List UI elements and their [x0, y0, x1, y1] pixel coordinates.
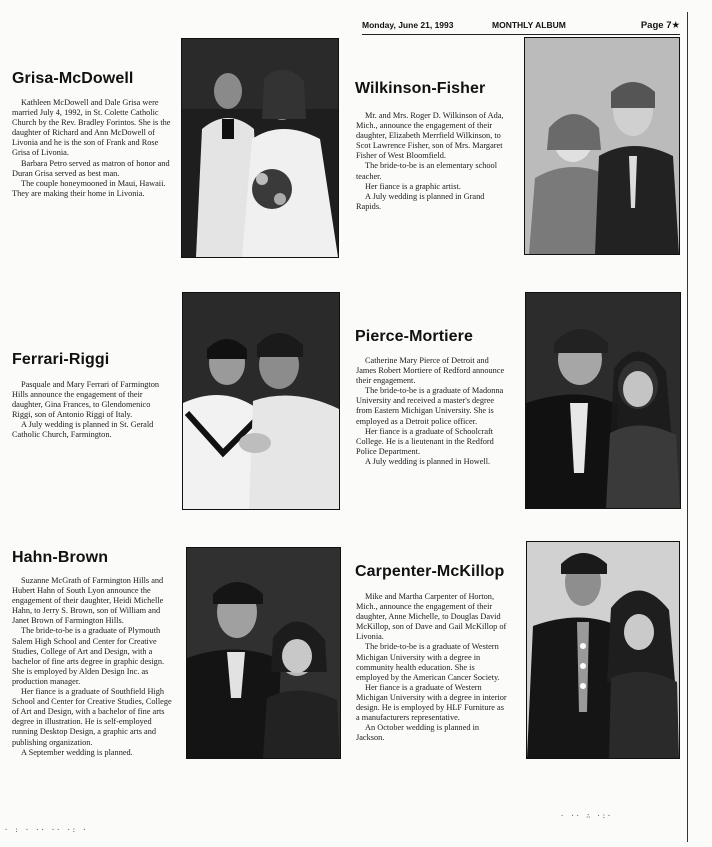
paragraph: Her fiance is a graduate of Western Michigan University with a degree in interior design. He is employed by HLF Furniture as a manufacturers representative.: [356, 682, 507, 723]
announcement-title-pierce-mortiere: Pierce-Mortiere: [355, 328, 473, 345]
paragraph: Mr. and Mrs. Roger D. Wilkinson of Ada, Mich., announce the engagement of their daughter, Elizabeth Merrfield Wilkinson, to Scot Lawrence Fisher, son of Mrs. Margaret Fisher of West Bloomfield.: [356, 111, 504, 161]
engagement-photo-pierce-mortiere: [525, 292, 681, 509]
header-date: Monday, June 21, 1993: [362, 20, 454, 30]
paragraph: The bride-to-be is an elementary school teacher.: [356, 161, 498, 181]
announcement-title-grisa-mcdowell: Grisa-McDowell: [12, 70, 134, 87]
engagement-photo-carpenter-mckillop: [526, 541, 680, 759]
paragraph: The bride-to-be is a graduate of Plymouth Salem High School and Center for Creative Studies, College of Art and Design, with a bachelor of fine arts degree in graphic design. She is employed by Alden Design Inc. as production manager.: [12, 626, 165, 686]
print-speckle: · : · ·· ·· ·: ·: [4, 826, 88, 834]
announcement-body-ferrari-riggi: [12, 380, 172, 441]
paragraph: The bride-to-be is a graduate of Madonna University and received a master's degree from Eastern Michigan University. She is employed as a Detroit police officer.: [356, 386, 504, 426]
paragraph: Her fiance is a graduate of Southfield High School and Center for Creative Studies, College of Art and Design, with a bachelor of fine arts degree in illustration. He is self-employed running Desktop Design, a graphic arts and publishing organization.: [12, 687, 172, 747]
engagement-photo-hahn-brown: [186, 547, 341, 759]
paragraph: Mike and Martha Carpenter of Horton, Mich., announce the engagement of their daughter, Anne Michelle, to Douglas David McKillop, son of Dave and Gail McKillop of Livonia.: [356, 592, 507, 642]
announcement-title-hahn-brown: Hahn-Brown: [12, 549, 109, 566]
announcement-body-carpenter-mckillop: [356, 592, 508, 743]
announcement-title-wilkinson-fisher: Wilkinson-Fisher: [355, 80, 486, 97]
engagement-photo-ferrari-riggi: [182, 292, 340, 510]
paragraph: The bride-to-be is a graduate of Western Michigan University with a degree in community health education. She is employed by the American Cancer Society.: [356, 642, 500, 682]
paragraph: Kathleen McDowell and Dale Grisa were married July 4, 1992, in St. Colette Catholic Church by the Rev. Bradley Forintos. She is the daughter of Richard and Ann McDowell of Livonia and he is the son of Frank and Rose Grisa of Livonia.: [12, 98, 171, 158]
paragraph: Catherine Mary Pierce of Detroit and James Robert Mortiere of Redford announce their engagement.: [356, 356, 505, 386]
announcement-body-pierce-mortiere: [356, 356, 508, 467]
announcement-body-wilkinson-fisher: [356, 111, 508, 212]
paragraph: Pasquale and Mary Ferrari of Farmington Hills announce the engagement of their daughter, Gina Frances, to Glendomenico Riggi, son of Antonio Riggi of Italy.: [12, 380, 160, 420]
print-speckle: · ·· ∴ ·:·: [560, 812, 613, 820]
paragraph: An October wedding is planned in Jackson.: [356, 723, 480, 743]
page-edge-rule: [687, 12, 688, 842]
header-rule: [362, 34, 680, 35]
paragraph: A September wedding is planned.: [21, 747, 133, 757]
paragraph: Suzanne McGrath of Farmington Hills and Hubert Hahn of South Lyon announce the engagement of their daughter, Heidi Michelle Hahn, to Jerry S. Brown, son of William and Janet Brown of Farmington Hills.: [12, 576, 164, 626]
paragraph: Her fiance is a graphic artist.: [365, 181, 461, 191]
page-header: [362, 20, 680, 34]
announcement-title-ferrari-riggi: Ferrari-Riggi: [12, 351, 110, 368]
wedding-photo-grisa-mcdowell: [181, 38, 339, 258]
announcement-title-carpenter-mckillop: Carpenter-McKillop: [355, 563, 505, 580]
engagement-photo-wilkinson-fisher: [524, 37, 680, 255]
header-page-number: Page 7★: [640, 20, 680, 31]
paragraph: Her fiance is a graduate of Schoolcraft College. He is a lieutenant in the Redford Police Department.: [356, 426, 494, 456]
announcement-body-grisa-mcdowell: [12, 98, 172, 199]
paragraph: A July wedding is planned in Grand Rapids.: [356, 191, 485, 211]
paragraph: The couple honeymooned in Maui, Hawaii. They are making their home in Livonia.: [12, 178, 166, 198]
paragraph: A July wedding is planned in St. Gerald Catholic Church, Farmington.: [12, 420, 154, 440]
announcement-body-hahn-brown: [12, 576, 172, 758]
paragraph: Barbara Petro served as matron of honor and Duran Grisa served as best man.: [12, 158, 170, 178]
paragraph: A July wedding is planned in Howell.: [365, 456, 491, 466]
header-section: MONTHLY ALBUM: [492, 20, 566, 30]
